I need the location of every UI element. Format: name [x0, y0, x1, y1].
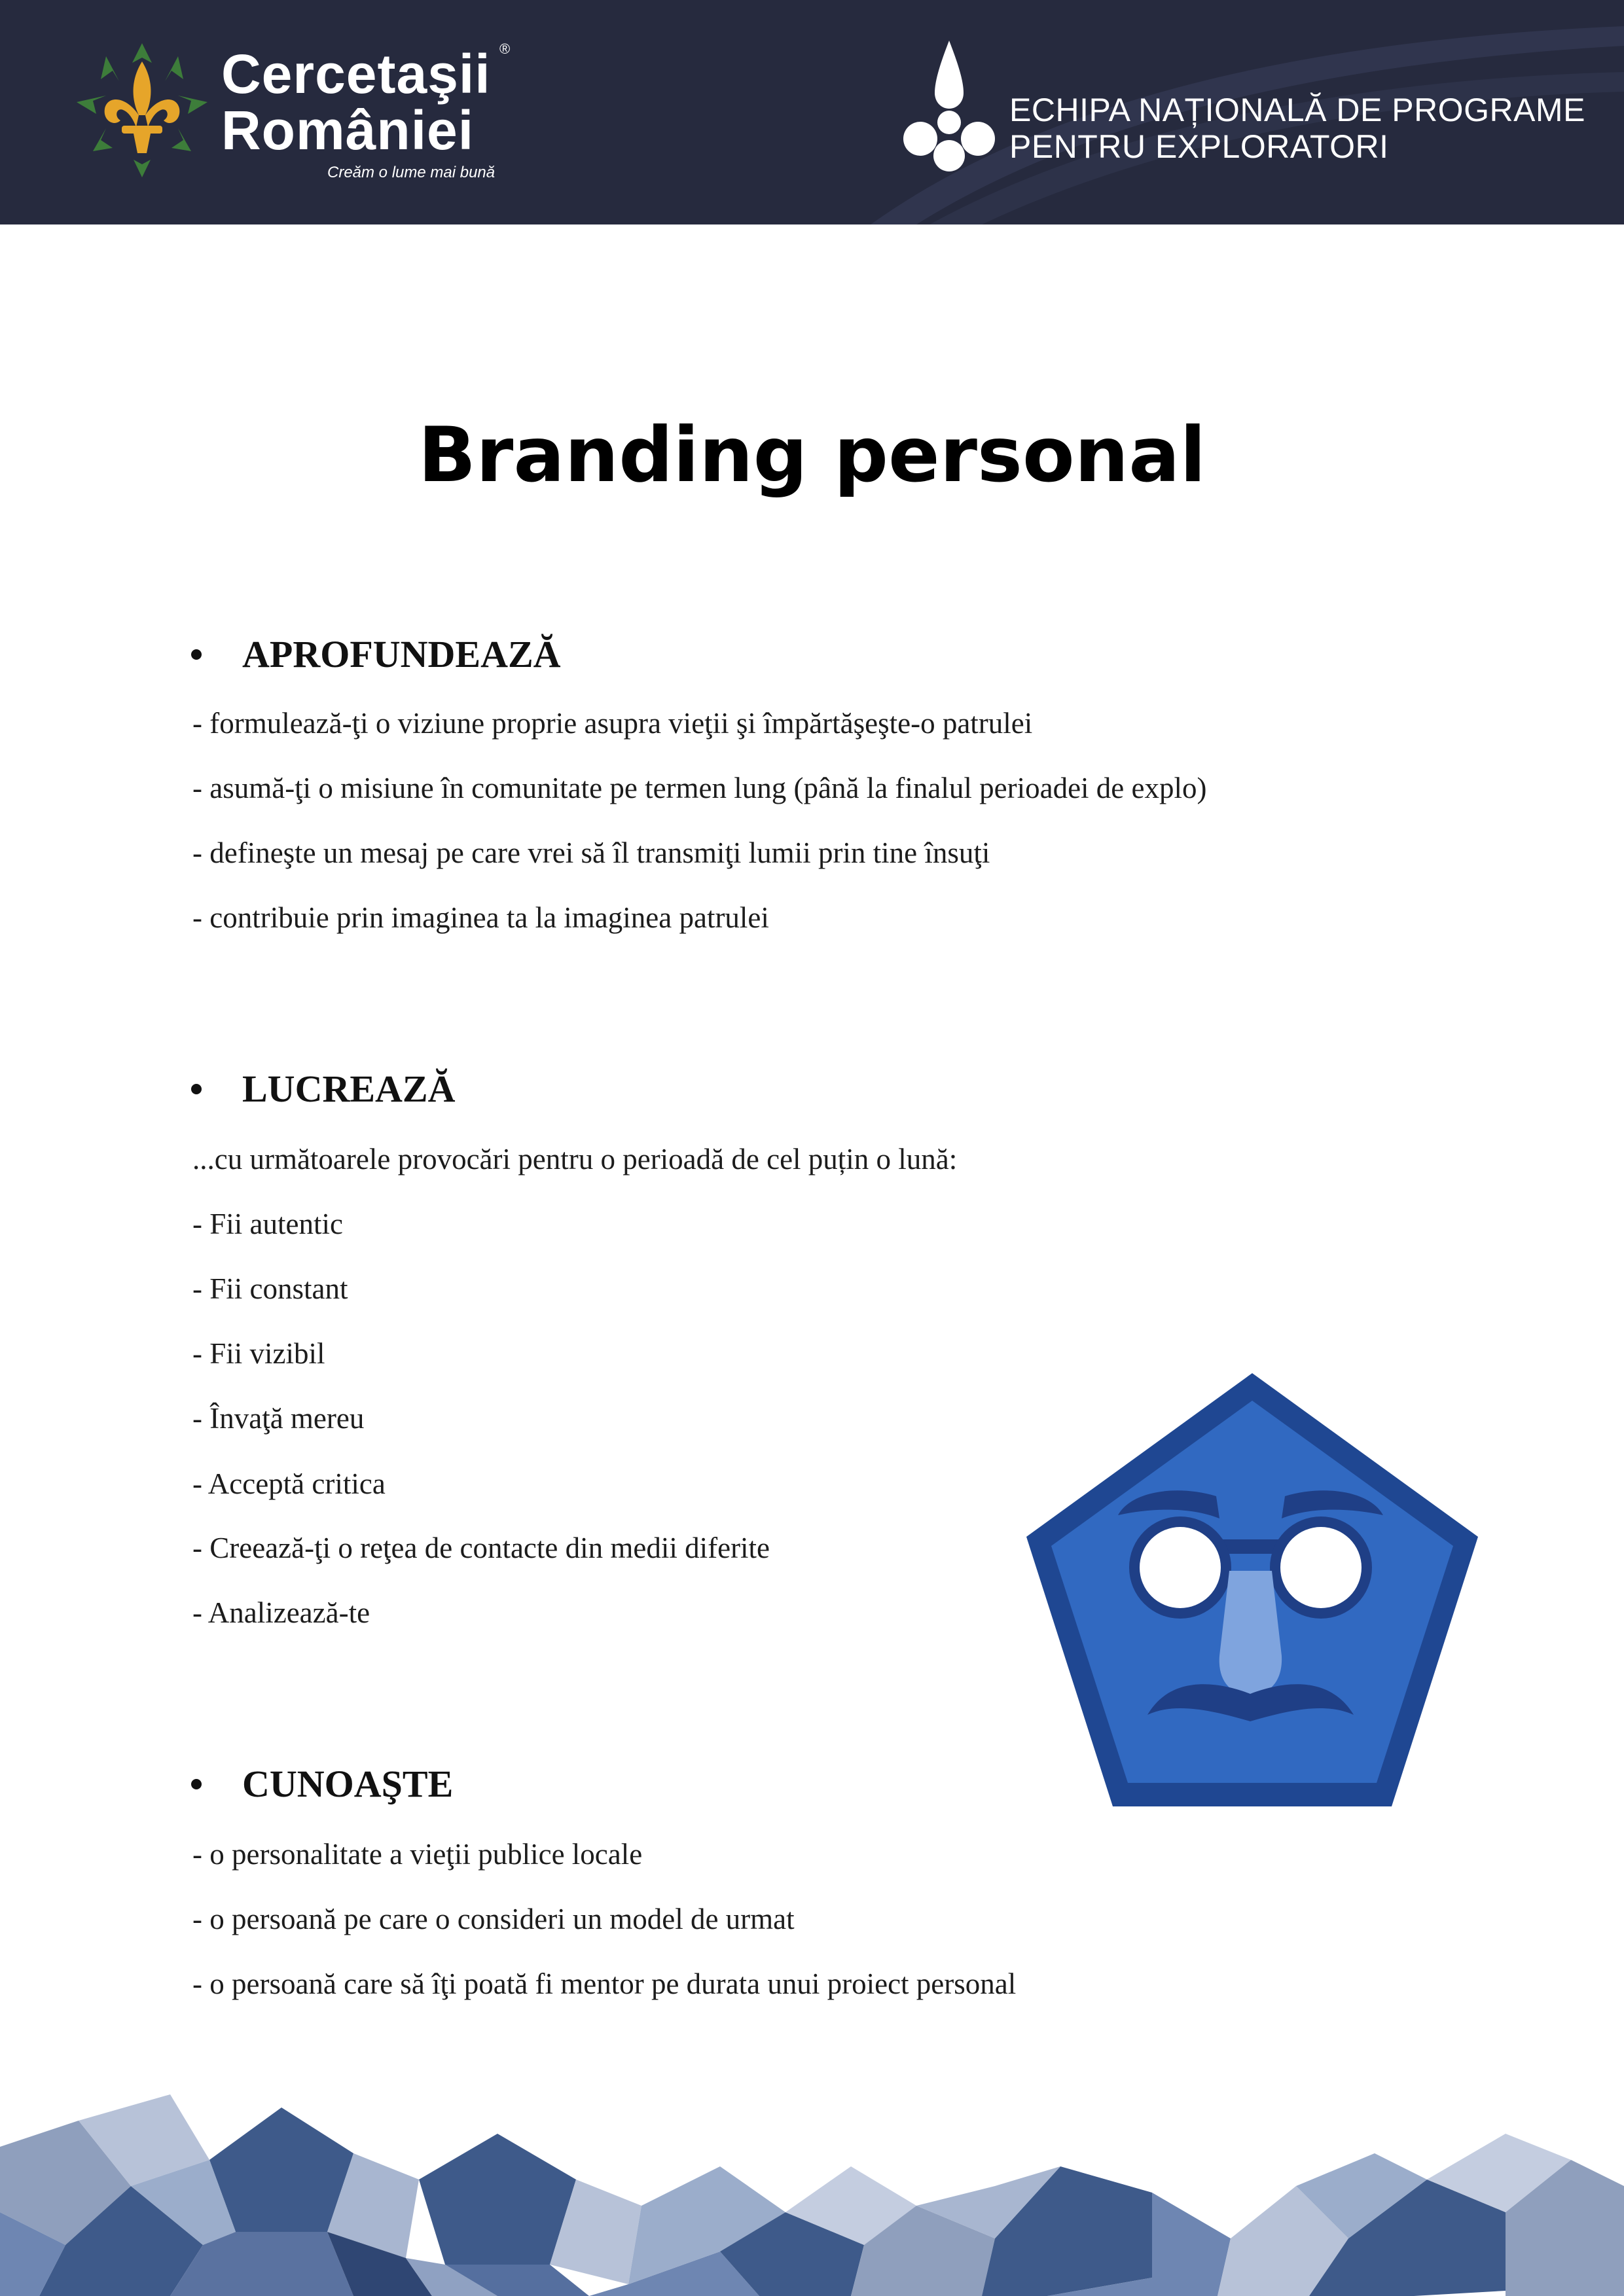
footer-pattern — [0, 2094, 1624, 2296]
page-title: Branding personal — [418, 411, 1206, 499]
section-heading-cunoaste — [242, 1762, 453, 1806]
list-item: - Analizează-te — [192, 1596, 370, 1629]
list-item: - o personalitate a vieţii publice locale — [192, 1838, 643, 1871]
header-banner — [0, 0, 1624, 224]
list-item: - Creează-ţi o reţea de contacte din medii diferite — [192, 1532, 770, 1564]
list-item: - Învaţă mereu — [192, 1402, 365, 1435]
section-heading-aprofundeaza — [242, 632, 561, 676]
list-item: ...cu următoarele provocări pentru o perioadă de cel puțin o lună: — [192, 1143, 958, 1175]
list-item: - Fii vizibil — [192, 1337, 325, 1370]
list-item: - defineşte un mesaj pe care vrei să îl transmiţi lumii prin tine însuţi — [192, 836, 990, 869]
explorers-drop-logo — [897, 41, 1001, 171]
team-title — [1009, 92, 1585, 165]
brand-line-1: Cercetaşii — [221, 43, 491, 105]
section-heading-text: CUNOAŞTE — [242, 1763, 454, 1805]
section-heading-lucreaza — [242, 1067, 456, 1111]
brand-name — [221, 41, 511, 161]
brand-tagline: Creăm o lume mai bună — [327, 164, 496, 181]
list-item: - Fii constant — [192, 1272, 348, 1305]
section-heading-text: APROFUNDEAZĂ — [242, 633, 561, 675]
bullet-icon — [191, 649, 202, 660]
list-item: - Fii autentic — [192, 1208, 343, 1240]
list-item: - asumă-ţi o misiune în comunitate pe termen lung (până la finalul perioadei de explo) — [192, 772, 1207, 804]
scouts-fleur-de-lis-logo — [73, 43, 211, 177]
registered-mark: ® — [499, 41, 511, 57]
list-item: - o persoană care să îţi poată fi mentor pe durata unui proiect personal — [192, 1967, 1017, 2000]
brand-line-2: României — [221, 99, 475, 161]
disguise-glasses-badge-icon — [1020, 1368, 1485, 1813]
list-item: - contribuie prin imaginea ta la imaginea patrulei — [192, 901, 769, 934]
bullet-icon — [191, 1779, 202, 1789]
list-item: - o persoană pe care o consideri un model de urmat — [192, 1903, 795, 1935]
list-item: - formulează-ţi o viziune proprie asupra vieţii şi împărtăşeşte-o patrulei — [192, 707, 1033, 740]
team-title-line-2: PENTRU EXPLORATORI — [1009, 128, 1389, 165]
list-item: - Acceptă critica — [192, 1467, 386, 1500]
bullet-icon — [191, 1084, 202, 1094]
team-title-line-1: ECHIPA NAȚIONALĂ DE PROGRAME — [1009, 92, 1585, 128]
section-heading-text: LUCREAZĂ — [242, 1067, 456, 1110]
